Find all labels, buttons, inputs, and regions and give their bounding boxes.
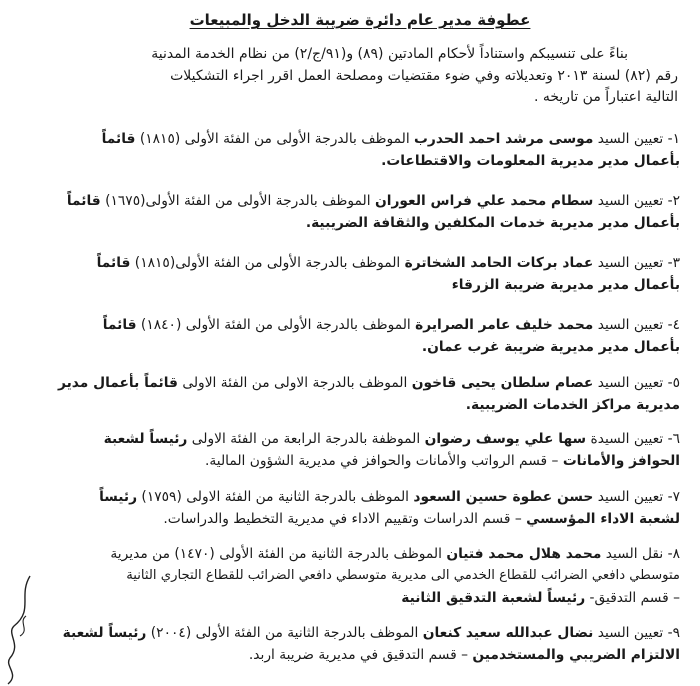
item-role: قائماً بأعمال مدير xyxy=(58,375,178,391)
item-line: مديرية مراكز الخدمات الضريبية. xyxy=(465,397,680,413)
decision-item-3 xyxy=(80,252,680,296)
item-prefix: ٥- تعيين السيد xyxy=(593,375,680,391)
item-detail: الموظف بالدرجة الأولى من الفئة الأولى(١٦٧٥) xyxy=(100,193,375,209)
item-role: رئيساً xyxy=(99,489,138,505)
item-line xyxy=(80,587,680,609)
item-role: قائماً xyxy=(96,255,131,271)
item-role: رئيساً لشعبة xyxy=(62,625,147,641)
item-line xyxy=(80,508,680,530)
item-line xyxy=(80,252,680,274)
intro-line-2: رقم (٨٢) لسنة ٢٠١٣ وتعديلاته وفي ضوء مقتضيات ومصلحة العمل اقرر اجراء التشكيلات xyxy=(170,67,678,84)
item-line xyxy=(62,622,680,644)
item-line xyxy=(80,450,680,472)
item-prefix: ٢- تعيين السيد xyxy=(593,193,680,209)
item-detail: الموظف بالدرجة الثانية من الفئة الأولى (١٤٧٠) من مديرية xyxy=(110,546,447,562)
document-title: عطوفة مدير عام دائرة ضريبة الدخل والمبيعات xyxy=(189,11,531,29)
item-detail: الموظف بالدرجة الثانية من الفئة الأولى (٢٠٠٤) xyxy=(146,625,423,641)
item-line xyxy=(58,372,680,394)
item-line xyxy=(80,128,680,150)
item-role: قائماً xyxy=(101,131,136,147)
item-line: بأعمال مدير مديرية المعلومات والاقتطاعات. xyxy=(381,153,680,169)
employee-name: موسى مرشد احمد الحدرب xyxy=(414,131,594,147)
employee-name: محمد خليف عامر الصرايرة xyxy=(415,317,594,333)
section-name: الالتزام الضريبي والمستخدمين xyxy=(472,647,680,663)
item-detail: – قسم الدراسات وتقييم الاداء في مديرية التخطيط والدراسات. xyxy=(163,511,527,527)
section-name: الحوافز والأمانات xyxy=(562,453,680,469)
item-line xyxy=(80,428,680,450)
item-detail: الموظف بالدرجة الاولى من الفئة الاولى xyxy=(177,375,412,391)
handwritten-signature-mark xyxy=(0,566,36,686)
item-prefix: ٧- تعيين السيد xyxy=(593,489,680,505)
employee-name: سها علي يوسف رضوان xyxy=(424,431,587,447)
item-prefix: ٣- تعيين السيد xyxy=(593,255,680,271)
decision-item-8 xyxy=(80,543,680,609)
item-role: رئيساً لشعبة التدقيق الثانية xyxy=(401,590,586,606)
employee-name: عصام سلطان يحيى قاخون xyxy=(411,375,594,391)
item-line: متوسطي دافعي الضرائب للقطاع الخدمي الى مديرية متوسطي دافعي الضرائب للقطاع التجاري الثانية xyxy=(126,568,680,583)
intro-line-3: التالية اعتباراً من تاريخه . xyxy=(533,89,678,105)
item-line xyxy=(80,543,680,565)
item-detail: الموظف بالدرجة الأولى من الفئة الأولى(١٨١٥) xyxy=(130,255,405,271)
item-prefix: ٤- تعيين السيد xyxy=(593,317,680,333)
decision-item-6 xyxy=(80,428,680,472)
item-line: بأعمال مدير مديرية ضريبة الزرقاء xyxy=(451,277,680,293)
item-line: بأعمال مدير مديرية خدمات المكلفين والثقافة الضريبية. xyxy=(305,215,680,231)
decision-item-2 xyxy=(66,190,680,234)
item-prefix: ١- تعيين السيد xyxy=(593,131,680,147)
item-detail: – قسم التدقيق- xyxy=(585,590,680,606)
item-role: قائماً xyxy=(66,193,101,209)
item-detail: الموظف بالدرجة الأولى من الفئة الأولى (١٨٤٠) xyxy=(136,317,416,333)
decision-item-1 xyxy=(80,128,680,172)
employee-name: نضال عبدالله سعيد كنعان xyxy=(422,625,594,641)
decision-item-4 xyxy=(80,314,680,358)
item-detail: – قسم التدقيق في مديرية ضريبة اربد. xyxy=(248,647,473,663)
section-name: لشعبة الاداء المؤسسي xyxy=(526,511,680,527)
employee-name: سطام محمد علي فراس العوران xyxy=(374,193,594,209)
item-prefix: ٩- تعيين السيد xyxy=(593,625,680,641)
item-line xyxy=(80,486,680,508)
decision-item-5 xyxy=(58,372,680,416)
intro-line-1: بناءً على تنسيبكم واستناداً لأحكام المادتين (٨٩) و(٩١/ج/٢) من نظام الخدمة المدنية xyxy=(151,46,628,62)
item-line: بأعمال مدير مديرية ضريبة غرب عمان. xyxy=(421,339,680,355)
item-detail: الموظفة بالدرجة الرابعة من الفئة الاولى xyxy=(187,431,425,447)
item-detail: الموظف بالدرجة الأولى من الفئة الأولى (١٨١٥) xyxy=(135,131,415,147)
employee-name: محمد هلال محمد فتيان xyxy=(446,546,602,562)
item-prefix: ٨- نقل السيد xyxy=(601,546,680,562)
item-role: قائماً xyxy=(102,317,137,333)
decision-item-7 xyxy=(80,486,680,530)
item-line xyxy=(66,190,680,212)
item-line xyxy=(80,644,680,666)
employee-name: حسن عطوة حسين السعود xyxy=(413,489,594,505)
item-role: رئيساً لشعبة xyxy=(103,431,188,447)
item-line xyxy=(80,314,680,336)
decision-item-9 xyxy=(62,622,680,666)
item-detail: – قسم الرواتب والأمانات والحوافز في مديرية الشؤون المالية. xyxy=(205,453,563,469)
item-prefix: ٦- تعيين السيدة xyxy=(586,431,680,447)
employee-name: عماد بركات الحامد الشخاترة xyxy=(404,255,594,271)
item-detail: الموظف بالدرجة الثانية من الفئة الاولى (١٧٥٩) xyxy=(137,489,414,505)
